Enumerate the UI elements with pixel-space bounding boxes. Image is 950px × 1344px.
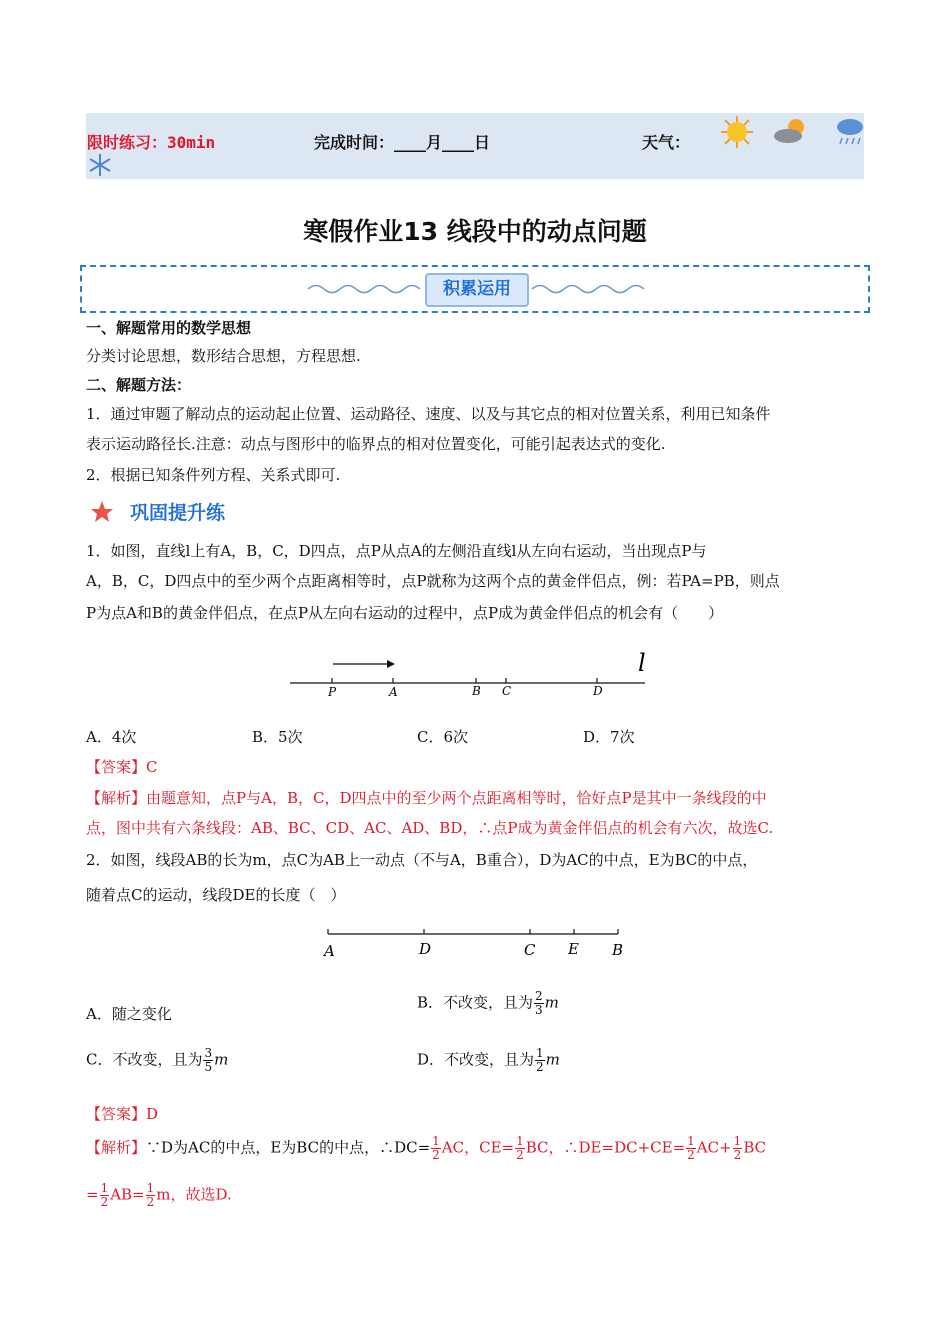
q1-answer: 【答案】C xyxy=(86,758,158,776)
sun-icon xyxy=(719,114,755,150)
label-A: A xyxy=(389,685,398,699)
q2-analysis-2: = $\frac{1}{2}$ AB= $\frac{1}{2}$ m，故选D. xyxy=(86,1181,232,1209)
section2-heading: 二、解题方法： xyxy=(86,376,192,394)
analysis-text: 由题意知，点P与A，B，C，D四点中的至少两个点距离相等时，恰好点P是其中一条线段的中 xyxy=(146,789,767,807)
q2-option-c: C．不改变，且为 $\frac{3}{5}$ m xyxy=(86,1046,229,1074)
weather-label: 天气： xyxy=(642,133,691,152)
q1-line3: P为点A和B的黄金伴侣点，在点P从左向右运动的过程中，点P成为黄金伴侣点的机会有（ ） xyxy=(86,604,724,622)
label-D2: D xyxy=(419,940,432,958)
analysis-label: 【解析】 xyxy=(86,789,147,807)
method-2: 2．根据已知条件列方程、关系式即可. xyxy=(86,466,341,484)
q2-option-a: A．随之变化 xyxy=(86,1005,172,1023)
finish-time: 完成时间：____月____日 xyxy=(314,133,491,152)
q2-line1: 2．如图，线段AB的长为m，点C为AB上一动点（不与A，B重合），D为AC的中点，E为BC的中点， xyxy=(86,851,758,869)
q1-line1: 1．如图，直线l上有A，B，C，D四点，点P从点A的左侧沿直线l从左向右运动，当出现点P与 xyxy=(86,542,707,560)
label-l: l xyxy=(638,649,646,677)
label-A2: A xyxy=(324,942,335,960)
q2-option-d: D．不改变，且为 $\frac{1}{2}$ m xyxy=(417,1046,560,1074)
method-1b: 表示运动路径长.注意：动点与图形中的临界点的相对位置变化，可能引起表达式的变化. xyxy=(86,435,666,453)
q1-option-d: D．7次 xyxy=(583,728,635,746)
label-D: D xyxy=(593,684,603,698)
practice-banner: 巩固提升练 xyxy=(130,502,226,524)
wave-right-decoration xyxy=(530,282,645,296)
q1-analysis-2: 点，图中共有六条线段：AB、BC、CD、AC、AD、BD，∴点P成为黄金伴侣点的机会有六次，故选C. xyxy=(86,819,774,837)
q1-line2: A，B，C，D四点中的至少两个点距离相等时，点P就称为这两个点的黄金伴侣点，例：若PA=PB，则点 xyxy=(86,572,780,590)
method-1a: 1．通过审题了解动点的运动起止位置、运动路径、速度、以及与其它点的相对位置关系，利用已知条件 xyxy=(86,405,771,423)
q2-line2: 随着点C的运动，线段DE的长度（ ） xyxy=(86,886,346,904)
rain-cloud-icon xyxy=(834,116,866,148)
banner-accumulate: 积累运用 xyxy=(425,273,529,307)
time-limit: 限时练习：30min xyxy=(87,133,216,152)
q1-option-c: C．6次 xyxy=(417,728,469,746)
q1-analysis-1 xyxy=(86,788,876,808)
q1-figure xyxy=(285,645,665,705)
label-C: C xyxy=(502,684,512,698)
q2-option-b: B．不改变，且为 $\frac{2}{3}$ m xyxy=(417,989,559,1017)
label-B: B xyxy=(472,684,481,698)
section1-text: 分类讨论思想，数形结合思想，方程思想. xyxy=(86,347,361,365)
q2-figure xyxy=(320,922,630,966)
section1-heading: 一、解题常用的数学思想 xyxy=(86,319,252,337)
label-E2: E xyxy=(568,940,579,958)
snowflake-icon xyxy=(87,152,113,178)
label-P: P xyxy=(328,685,337,699)
wave-left-decoration xyxy=(306,282,421,296)
label-B2: B xyxy=(612,941,624,959)
page-title: 寒假作业13 线段中的动点问题 xyxy=(303,217,647,246)
q2-analysis-1: 【解析】∵D为AC的中点，E为BC的中点，∴DC= $\frac{1}{2}$ AC，CE= $\frac{1}{2}$ BC，∴DE=DC+CE= $\frac{1}{2}$ AC+ $\frac{1}{2}$ BC xyxy=(86,1134,767,1162)
label-C2: C xyxy=(524,941,536,959)
q1-option-b: B．5次 xyxy=(252,728,303,746)
q1-option-a: A．4次 xyxy=(86,728,137,746)
partly-cloudy-icon xyxy=(772,116,812,146)
q2-answer: 【答案】D xyxy=(86,1105,159,1123)
star-icon xyxy=(90,500,124,524)
